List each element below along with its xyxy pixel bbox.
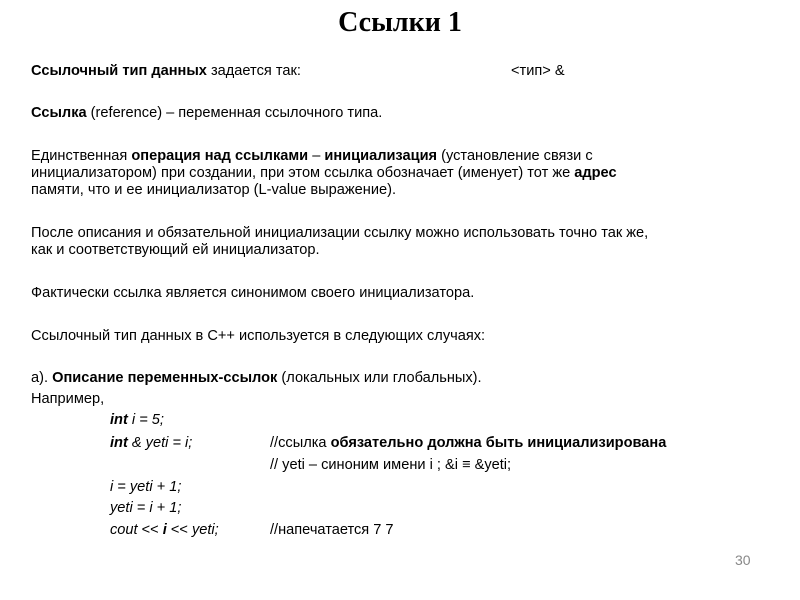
text: Единственная [31, 148, 132, 164]
paragraph-reference-def [31, 104, 382, 122]
paragraph-usage-line2: как и соответствующий ей инициализатор. [31, 242, 320, 258]
paragraph-synonym: Фактически ссылка является синонимом своего инициализатора. [31, 285, 475, 301]
text: задается так: [206, 63, 301, 79]
code-comment-3: // yeti – синоним имени i ; &i ≡ &yeti; [270, 457, 512, 473]
paragraph-operation-line2 [31, 164, 617, 182]
code-text: yeti; [191, 522, 219, 538]
term-reference: Ссылка [31, 105, 87, 121]
slide-title: Ссылки 1 [338, 7, 462, 38]
text: – [308, 148, 325, 164]
term-reference-variables: Описание переменных-ссылок [52, 370, 278, 386]
text: инициализатором) при создании, при этом ссылка обозначает (именует) тот же [31, 165, 575, 181]
code-text: i = 5; [127, 412, 164, 428]
paragraph-type-def [31, 62, 301, 80]
paragraph-usage-line1: После описания и обязательной инициализации ссылку можно использовать точно так же, [31, 225, 649, 241]
paragraph-operation-line1 [31, 147, 593, 165]
code-op: << [166, 522, 192, 538]
text: (локальных или глобальных). [277, 370, 482, 386]
text: (установление связи с [437, 148, 593, 164]
code-comment-2 [270, 434, 666, 452]
text: а). [31, 370, 53, 386]
paragraph-cases: Ссылочный тип данных в С++ используется в следующих случаях: [31, 328, 486, 344]
type-syntax: <тип> & [511, 63, 565, 79]
code-line-1 [110, 411, 164, 429]
code-text: cout [110, 522, 138, 538]
keyword: int [110, 435, 128, 451]
page-number: 30 [735, 552, 751, 568]
code-op: << [137, 522, 163, 538]
paragraph-case-a [31, 369, 482, 387]
text: (reference) – переменная ссылочного типа. [86, 105, 383, 121]
code-line-6 [110, 521, 219, 539]
code-var: i [162, 522, 167, 538]
example-label: Например, [31, 391, 105, 407]
term-address: адрес [574, 165, 617, 181]
code-text: & yeti = i; [127, 435, 193, 451]
code-comment-6: //напечатается 7 7 [270, 522, 394, 538]
keyword: int [110, 412, 128, 428]
code-line-4: i = yeti + 1; [110, 479, 182, 495]
term-ref-type: Ссылочный тип данных [31, 63, 207, 79]
paragraph-operation-line3: памяти, что и ее инициализатор (L-value выражение). [31, 182, 397, 198]
comment-bold: обязательно должна быть инициализирована [330, 435, 667, 451]
term-initialization: инициализация [324, 148, 438, 164]
term-operation: операция над ссылками [131, 148, 309, 164]
comment-text: //ссылка [270, 435, 331, 451]
code-line-2 [110, 434, 192, 452]
code-line-5: yeti = i + 1; [110, 500, 182, 516]
